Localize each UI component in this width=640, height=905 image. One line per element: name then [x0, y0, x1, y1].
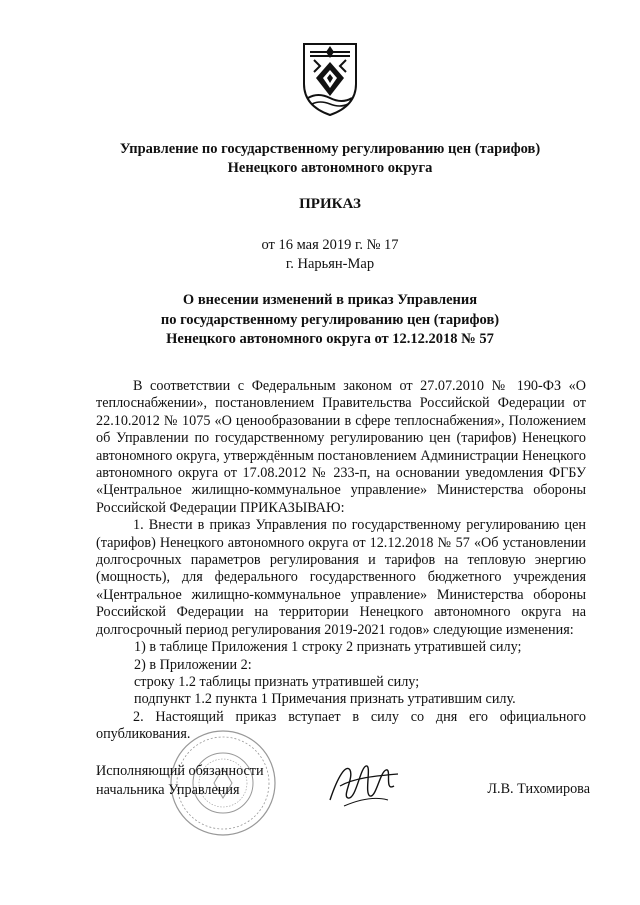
authority-line-2: Ненецкого автономного округа [227, 160, 433, 176]
coat-of-arms-icon [300, 40, 360, 118]
authority-line-1: Управление по государственному регулированию цен (тарифов) [119, 141, 541, 157]
subject-line-3: Ненецкого автономного округа от 12.12.2018 № 57 [166, 331, 494, 347]
issuing-authority [80, 140, 580, 178]
signatory-title-line-2: начальника Управления [96, 782, 240, 798]
item-1-paragraph: 1. Внести в приказ Управления по государственному регулированию цен (тарифов) Ненецкого автономного округа от 12.12.2018 № 57 «Об установлении долгосрочных параметров регулирования и тарифов на тепловую энергию (мощность), для федерального государственного бюджетного учреждения «Центральное жилищно-коммунальное управление» Министерства обороны Российской Федерации на территории Ненецкого автономного округа на долгосрочный период регулирования 2019-2021 годов» следующие изменения: [96, 517, 586, 638]
subitem-2: 2) в Приложении 2: [134, 656, 252, 673]
subject-line-1: О внесении изменений в приказ Управления [182, 292, 478, 308]
subitem-1: 1) в таблице Приложения 1 строку 2 признать утратившей силу; [134, 639, 522, 656]
order-date-number: от 16 мая 2019 г. № 17 [261, 237, 399, 253]
signature-block [96, 762, 590, 822]
handwritten-signature-icon [324, 756, 402, 812]
subitem-2b: подпункт 1.2 пункта 1 Примечания признать утратившим силу. [134, 691, 516, 708]
item-2-paragraph: 2. Настоящий приказ вступает в силу со дня его официального опубликования. [96, 708, 586, 743]
signatory-name: Л.В. Тихомирова [487, 781, 590, 797]
signatory-title [96, 762, 264, 800]
preamble-paragraph: В соответствии с Федеральным законом от 27.07.2010 № 190-ФЗ «О теплоснабжении», постановлением Правительства Российской Федерации от 22.10.2012 № 1075 «О ценообразовании в сфере теплоснабжения», Положением об Управлении по государственному регулированию цен (тарифов) Ненецкого автономного округа, утверждённым постановлением Администрации Ненецкого автономного округа от 17.08.2012 № 233-п, на основании уведомления ФГБУ «Центральное жилищно-коммунальное управление» Министерства обороны Российской Федерации ПРИКАЗЫВАЮ: [96, 378, 586, 516]
subject-line-2: по государственному регулированию цен (тарифов) [160, 311, 500, 328]
order-place: г. Нарьян-Мар [285, 256, 375, 272]
document-type: ПРИКАЗ [299, 196, 361, 212]
subitem-2a: строку 1.2 таблицы признать утратившей силу; [134, 673, 420, 690]
order-subject [80, 291, 580, 350]
order-body [96, 378, 586, 744]
signatory-title-line-1: Исполняющий обязанности [96, 763, 264, 779]
